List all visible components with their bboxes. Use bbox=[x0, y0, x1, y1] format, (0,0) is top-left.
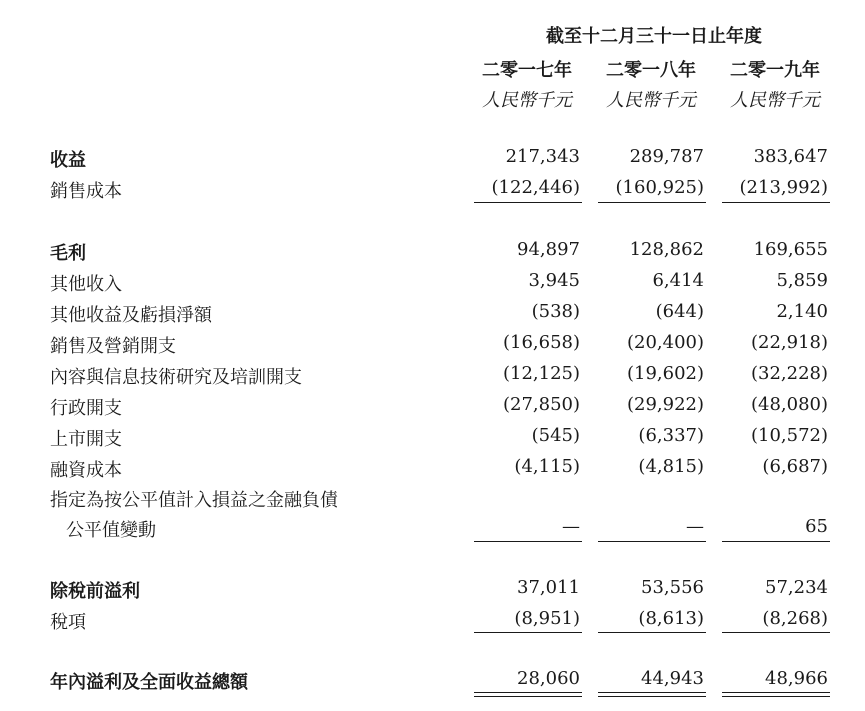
value-2017: (16,658) bbox=[502, 332, 580, 353]
value-2017: 217,343 bbox=[505, 146, 580, 167]
unit-header-2018: 人民幣千元 bbox=[606, 90, 696, 111]
table-row-other-income bbox=[0, 270, 865, 298]
subtotal-rule bbox=[474, 632, 582, 633]
year-header-2017: 二零一七年 bbox=[482, 60, 572, 81]
total-double-rule bbox=[474, 692, 582, 697]
value-2019: (8,268) bbox=[762, 608, 828, 629]
total-double-rule bbox=[722, 692, 830, 697]
table-row-admin-expenses bbox=[0, 394, 865, 422]
value-2019: (32,228) bbox=[750, 363, 828, 384]
table-row-profit-before-tax bbox=[0, 577, 865, 605]
table-row-revenue bbox=[0, 146, 865, 174]
value-2017: (12,125) bbox=[502, 363, 580, 384]
row-label: 融資成本 bbox=[50, 460, 122, 481]
value-2017: (27,850) bbox=[502, 394, 580, 415]
value-2019: 383,647 bbox=[753, 146, 828, 167]
value-2017: — bbox=[562, 516, 580, 537]
value-2018: (29,922) bbox=[626, 394, 704, 415]
value-2018: 6,414 bbox=[652, 270, 704, 291]
row-label: 銷售成本 bbox=[50, 181, 122, 202]
value-2017: (4,115) bbox=[514, 456, 580, 477]
value-2019: 48,966 bbox=[765, 668, 828, 689]
year-header-2018: 二零一八年 bbox=[606, 60, 696, 81]
subtotal-rule bbox=[722, 202, 830, 203]
value-2017: (8,951) bbox=[514, 608, 580, 629]
subtotal-rule bbox=[598, 202, 706, 203]
table-row-rnd-expenses bbox=[0, 363, 865, 391]
table-row-cost-of-sales bbox=[0, 177, 865, 205]
unit-header-2019: 人民幣千元 bbox=[730, 90, 820, 111]
value-2018: (8,613) bbox=[638, 608, 704, 629]
row-label: 其他收益及虧損淨額 bbox=[50, 305, 212, 326]
row-label: 上市開支 bbox=[50, 429, 122, 450]
table-row-fvtpl-label-line1 bbox=[0, 486, 865, 514]
row-label: 毛利 bbox=[50, 243, 86, 264]
row-label: 收益 bbox=[50, 150, 86, 171]
period-header: 截至十二月三十一日止年度 bbox=[546, 26, 762, 47]
value-2018: 44,943 bbox=[641, 668, 704, 689]
value-2018: — bbox=[686, 516, 704, 537]
value-2018: (20,400) bbox=[626, 332, 704, 353]
value-2018: (160,925) bbox=[615, 177, 704, 198]
value-2017: (538) bbox=[531, 301, 580, 322]
value-2019: 57,234 bbox=[765, 577, 828, 598]
value-2018: 53,556 bbox=[641, 577, 704, 598]
row-label: 稅項 bbox=[50, 612, 86, 633]
value-2018: (4,815) bbox=[638, 456, 704, 477]
table-row-finance-costs bbox=[0, 456, 865, 484]
subtotal-rule bbox=[722, 541, 830, 542]
row-label: 銷售及營銷開支 bbox=[50, 336, 176, 357]
row-label: 行政開支 bbox=[50, 398, 122, 419]
table-row-other-gains bbox=[0, 301, 865, 329]
value-2019: (22,918) bbox=[750, 332, 828, 353]
row-label: 其他收入 bbox=[50, 274, 122, 295]
value-2019: (213,992) bbox=[739, 177, 828, 198]
value-2017: (122,446) bbox=[491, 177, 580, 198]
value-2018: (644) bbox=[655, 301, 704, 322]
value-2017: 28,060 bbox=[517, 668, 580, 689]
value-2017: 94,897 bbox=[517, 239, 580, 260]
value-2019: (48,080) bbox=[750, 394, 828, 415]
row-label: 年內溢利及全面收益總額 bbox=[50, 672, 248, 693]
subtotal-rule bbox=[598, 541, 706, 542]
subtotal-rule bbox=[474, 202, 582, 203]
total-double-rule bbox=[598, 692, 706, 697]
subtotal-rule bbox=[722, 632, 830, 633]
row-label: 內容與信息技術研究及培訓開支 bbox=[50, 367, 302, 388]
subtotal-rule bbox=[474, 541, 582, 542]
table-row-gross-profit bbox=[0, 239, 865, 267]
subtotal-rule bbox=[598, 632, 706, 633]
value-2019: 2,140 bbox=[776, 301, 828, 322]
value-2018: (19,602) bbox=[626, 363, 704, 384]
value-2018: 289,787 bbox=[629, 146, 704, 167]
value-2017: 37,011 bbox=[517, 577, 580, 598]
value-2019: (6,687) bbox=[762, 456, 828, 477]
unit-header-2017: 人民幣千元 bbox=[482, 90, 572, 111]
value-2018: (6,337) bbox=[638, 425, 704, 446]
year-header-2019: 二零一九年 bbox=[730, 60, 820, 81]
value-2019: 169,655 bbox=[753, 239, 828, 260]
value-2019: 5,859 bbox=[776, 270, 828, 291]
value-2019: (10,572) bbox=[750, 425, 828, 446]
row-label: 指定為按公平值計入損益之金融負債 bbox=[50, 490, 338, 511]
table-row-selling-expenses bbox=[0, 332, 865, 360]
table-row-fvtpl-change bbox=[0, 516, 865, 544]
table-row-listing-expenses bbox=[0, 425, 865, 453]
row-label: 除稅前溢利 bbox=[50, 581, 140, 602]
value-2019: 65 bbox=[805, 516, 828, 537]
value-2018: 128,862 bbox=[629, 239, 704, 260]
value-2017: 3,945 bbox=[528, 270, 580, 291]
value-2017: (545) bbox=[531, 425, 580, 446]
row-label: 公平值變動 bbox=[66, 520, 156, 541]
